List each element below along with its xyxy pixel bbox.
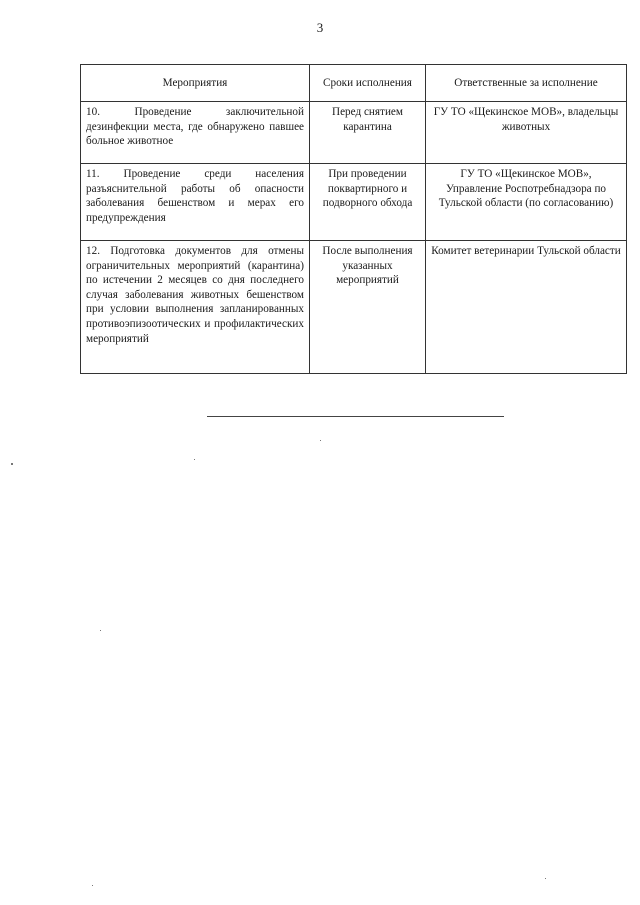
row-term: После выполнения указанных мероприятий	[310, 241, 426, 374]
header-term: Сроки исполнения	[310, 65, 426, 102]
table-row	[81, 102, 627, 164]
page-number: 3	[316, 20, 324, 35]
end-separator-line	[207, 416, 504, 417]
row-responsible: ГУ ТО «Щекинское МОВ», Управление Роспотребнадзора по Тульской области (по согласованию)	[426, 164, 627, 241]
table-header-row	[81, 65, 627, 102]
scan-speck	[100, 630, 101, 631]
row-responsible: Комитет ветеринарии Тульской области	[426, 241, 627, 374]
scan-speck	[194, 459, 195, 460]
row-responsible: ГУ ТО «Щекинское МОВ», владельцы животных	[426, 102, 627, 164]
scan-speck	[11, 463, 13, 465]
row-term: При проведении поквартирного и подворного обхода	[310, 164, 426, 241]
row-term: Перед снятием карантина	[310, 102, 426, 164]
row-activity: 11. Проведение среди населения разъяснительной работы об опасности заболевания бешенством и мерах его предупреждения	[81, 164, 310, 241]
table-row	[81, 164, 627, 241]
scan-speck	[92, 885, 93, 886]
row-activity: 10. Проведение заключительной дезинфекции места, где обнаружено павшее больное животное	[81, 102, 310, 164]
row-activity: 12. Подготовка документов для отмены ограничительных мероприятий (карантина) по истечении 2 месяцев со дня последнего случая заболевания животных бешенством при условии выполнения запланированных противоэпизоотических и профилактических мероприятий	[81, 241, 310, 374]
table-row	[81, 241, 627, 374]
scan-speck	[320, 440, 321, 441]
scan-speck	[545, 878, 546, 879]
events-table	[80, 64, 627, 374]
header-activity: Мероприятия	[81, 65, 310, 102]
header-responsible: Ответственные за исполнение	[426, 65, 627, 102]
